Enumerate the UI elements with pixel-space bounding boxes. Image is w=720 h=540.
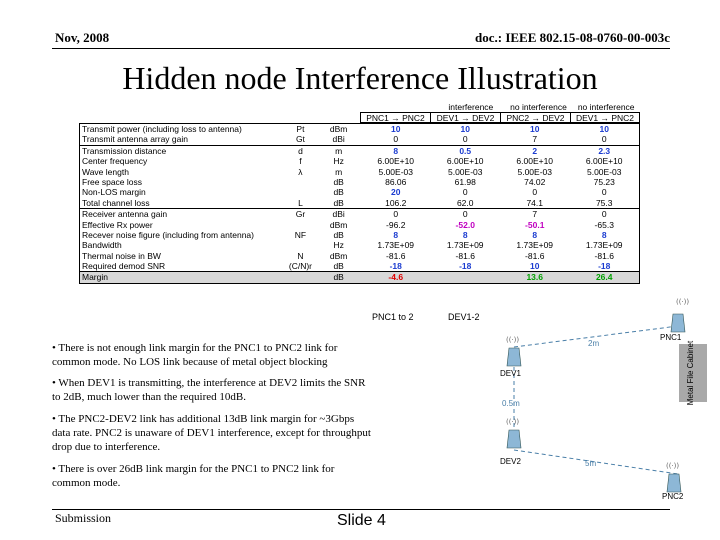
row-symbol	[285, 177, 317, 187]
column-headers	[79, 112, 640, 123]
row-unit: dBi	[332, 209, 345, 220]
group-label: interference	[448, 102, 494, 112]
header-rule	[52, 48, 670, 49]
row-unit: dB	[333, 272, 344, 283]
row-label: Bandwidth	[82, 240, 122, 251]
table-row	[80, 271, 639, 282]
pnc1-device-icon	[671, 298, 689, 332]
row-label: Transmit power (including loss to antenna)	[82, 124, 242, 134]
table-cell: 10	[530, 261, 540, 272]
table-cell	[430, 272, 500, 282]
table-cell: 8	[532, 229, 538, 240]
table-cell: 75.3	[595, 197, 613, 208]
table-cell: 6.00E+10	[516, 156, 554, 167]
svg-text:((·)): ((·))	[676, 298, 690, 306]
row-symbol	[285, 187, 317, 197]
table-row	[80, 124, 639, 134]
table-cell: 8	[393, 229, 399, 240]
table-cell: 0	[393, 209, 399, 220]
table-cell: 74.1	[526, 197, 543, 208]
table-cell: 6.00E+10	[377, 156, 415, 167]
dev1-label: DEV1	[500, 369, 521, 378]
table-cell: 20	[391, 187, 401, 198]
table-cell: 62.0	[456, 197, 474, 208]
table-cell: 86.06	[385, 176, 407, 187]
link-budget-table	[79, 102, 640, 284]
table-cell: -81.6	[525, 250, 545, 261]
table-row	[80, 251, 639, 261]
cabinet-label: Metal File Cabinet	[686, 340, 695, 406]
row-label: Effective Rx power	[82, 219, 153, 230]
table-cell: 6.00E+10	[585, 156, 623, 167]
table-cell: 8	[601, 229, 607, 240]
table-cell: 1.73E+09	[516, 240, 554, 251]
table-cell: 0	[601, 187, 607, 198]
table-cell: 0	[462, 134, 468, 145]
table-cell: 0	[601, 209, 607, 220]
table-row	[80, 261, 639, 271]
row-label: Free space loss	[82, 176, 142, 187]
row-symbol: NF	[294, 229, 307, 240]
row-symbol: L	[298, 197, 303, 208]
row-label: Required demod SNR	[82, 261, 166, 272]
row-unit: m	[335, 145, 343, 156]
table-cell: 0.5	[459, 145, 472, 156]
bullet-4: • There is over 26dB link margin for the PNC1 to PNC2 link for common mode.	[52, 463, 335, 489]
table-row	[80, 198, 639, 208]
row-label: Center frequency	[82, 156, 148, 167]
group-label: no interference	[510, 102, 567, 112]
slide-title: Hidden node Interference Illustration	[122, 60, 598, 96]
row-unit: dB	[333, 176, 344, 187]
table-cell: 61.98	[454, 176, 476, 187]
group-label: no interference	[577, 102, 635, 112]
table-body	[79, 123, 640, 284]
row-label: Receiver antenna gain	[82, 209, 168, 220]
table-row	[80, 156, 639, 166]
table-cell: 0	[532, 187, 538, 198]
row-unit: Hz	[333, 240, 344, 251]
column-header: PNC1 → PNC2	[360, 112, 430, 123]
table-cell: 74.02	[524, 176, 546, 187]
table-cell: -65.3	[594, 219, 614, 230]
table-cell: 1.73E+09	[377, 240, 415, 251]
column-header: PNC2 → DEV2	[500, 112, 570, 123]
table-cell: 1.73E+09	[585, 240, 623, 251]
table-cell: 5.00E-03	[378, 166, 413, 177]
footer-submission: Submission	[55, 511, 112, 525]
table-row	[80, 187, 639, 197]
bullet-2: • When DEV1 is transmitting, the interference at DEV2 limits the SNR to 2dB, much lower than the required 10dB.	[52, 377, 366, 403]
row-label: Non-LOS margin	[82, 187, 146, 198]
row-unit: m	[335, 166, 343, 177]
footer-rule	[52, 509, 670, 510]
column-header: DEV1 → PNC2	[570, 112, 640, 123]
row-unit: dBm	[329, 219, 348, 230]
table-cell: -96.2	[386, 219, 406, 230]
table-cell: 0	[393, 134, 399, 145]
table-cell: 10	[460, 124, 470, 134]
table-cell: 75.23	[593, 176, 615, 187]
row-label: Thermal noise in BW	[82, 250, 161, 261]
row-label: Transmission distance	[82, 145, 167, 156]
row-unit: dBm	[329, 124, 348, 134]
table-cell: 10	[599, 124, 609, 134]
table-cell: 26.4	[595, 272, 613, 283]
table-row	[80, 220, 639, 230]
table-cell: 13.6	[526, 272, 543, 283]
distance-label: 5m	[585, 459, 597, 468]
table-cell: -4.6	[388, 272, 404, 283]
pnc2-device-icon	[666, 462, 681, 492]
table-cell: -81.6	[386, 250, 406, 261]
table-cell: -50.1	[525, 219, 545, 230]
group-labels	[79, 102, 640, 112]
row-symbol: λ	[298, 166, 303, 177]
row-unit: dBm	[329, 250, 348, 261]
row-symbol: N	[297, 250, 304, 261]
row-symbol: f	[299, 156, 302, 167]
table-cell: 106.2	[385, 197, 407, 208]
row-symbol	[285, 220, 317, 230]
table-footer-label: DEV1-2	[448, 312, 480, 322]
header-doc-id: doc.: IEEE 802.15-08-0760-00-003c	[475, 30, 670, 45]
table-cell: -52.0	[455, 219, 475, 230]
row-unit: dB	[333, 229, 344, 240]
table-row	[80, 134, 639, 144]
table-cell: 0	[601, 134, 607, 145]
table-cell: 0	[462, 187, 468, 198]
bullet-1: • There is not enough link margin for the PNC1 to PNC2 link for common mode. No LOS link because of metal object blocking	[52, 342, 338, 368]
row-unit: dB	[333, 197, 344, 208]
table-cell: -81.6	[455, 250, 475, 261]
table-row	[80, 208, 639, 219]
table-cell: 6.00E+10	[446, 156, 484, 167]
table-cell: 5.00E-03	[517, 166, 552, 177]
svg-text:((·)): ((·))	[666, 462, 680, 470]
dev2-device-icon	[506, 418, 521, 448]
pnc1-label: PNC1	[660, 333, 682, 342]
table-row	[80, 177, 639, 187]
column-header: DEV1 → DEV2	[430, 112, 500, 123]
row-symbol	[285, 272, 317, 282]
row-symbol: Gr	[295, 209, 306, 220]
table-cell: 8	[462, 229, 468, 240]
table-row	[80, 240, 639, 250]
dev1-device-icon	[506, 336, 521, 366]
table-cell: 8	[393, 145, 399, 156]
row-symbol	[285, 240, 317, 250]
row-symbol: (C/N)r	[288, 261, 312, 272]
table-cell: -18	[459, 261, 472, 272]
table-row	[80, 230, 639, 240]
row-label: Total channel loss	[82, 197, 150, 208]
pnc2-label: PNC2	[662, 492, 684, 501]
row-unit: dB	[333, 261, 344, 272]
table-cell: -18	[389, 261, 402, 272]
table-cell: 7	[532, 209, 538, 220]
row-symbol: d	[298, 145, 303, 156]
table-cell: 1.73E+09	[446, 240, 484, 251]
table-cell: 2.3	[598, 145, 611, 156]
svg-text:((·)): ((·))	[506, 336, 520, 344]
table-cell: 10	[391, 124, 401, 134]
dev2-label: DEV2	[500, 457, 521, 466]
bullet-3: • The PNC2-DEV2 link has additional 13dB link margin for ~3Gbps data rate. PNC2 is unaware of DEV1 interference, except for throughput drop due to interference.	[52, 413, 371, 453]
row-symbol: Gt	[295, 134, 305, 145]
row-unit: dBi	[332, 134, 345, 145]
distance-label: 2m	[588, 339, 600, 348]
table-cell: 2	[532, 145, 538, 156]
table-cell: 5.00E-03	[447, 166, 483, 177]
row-label: Margin	[82, 272, 108, 283]
table-cell: 7	[532, 134, 538, 145]
table-cell: 10	[530, 124, 540, 134]
row-label: Wave length	[82, 166, 129, 177]
row-label: Recever noise figure (including from antenna)	[82, 229, 254, 240]
row-unit: dB	[333, 187, 344, 198]
table-footer-label: PNC1 to 2	[372, 312, 414, 322]
row-label: Transmit antenna array gain	[82, 134, 188, 145]
svg-text:((·)): ((·))	[506, 418, 520, 426]
table-cell: 0	[462, 209, 468, 220]
slide-number: Slide 4	[337, 512, 386, 529]
header-date: Nov, 2008	[55, 30, 110, 45]
table-cell: 5.00E-03	[586, 166, 622, 177]
hidden-node-diagram	[490, 292, 710, 510]
distance-label: 0.5m	[502, 399, 520, 408]
table-row	[80, 145, 639, 156]
table-cell: -18	[598, 261, 611, 272]
table-cell: -81.6	[594, 250, 614, 261]
row-symbol: Pt	[296, 124, 305, 134]
row-unit: Hz	[333, 156, 344, 167]
table-row	[80, 167, 639, 177]
